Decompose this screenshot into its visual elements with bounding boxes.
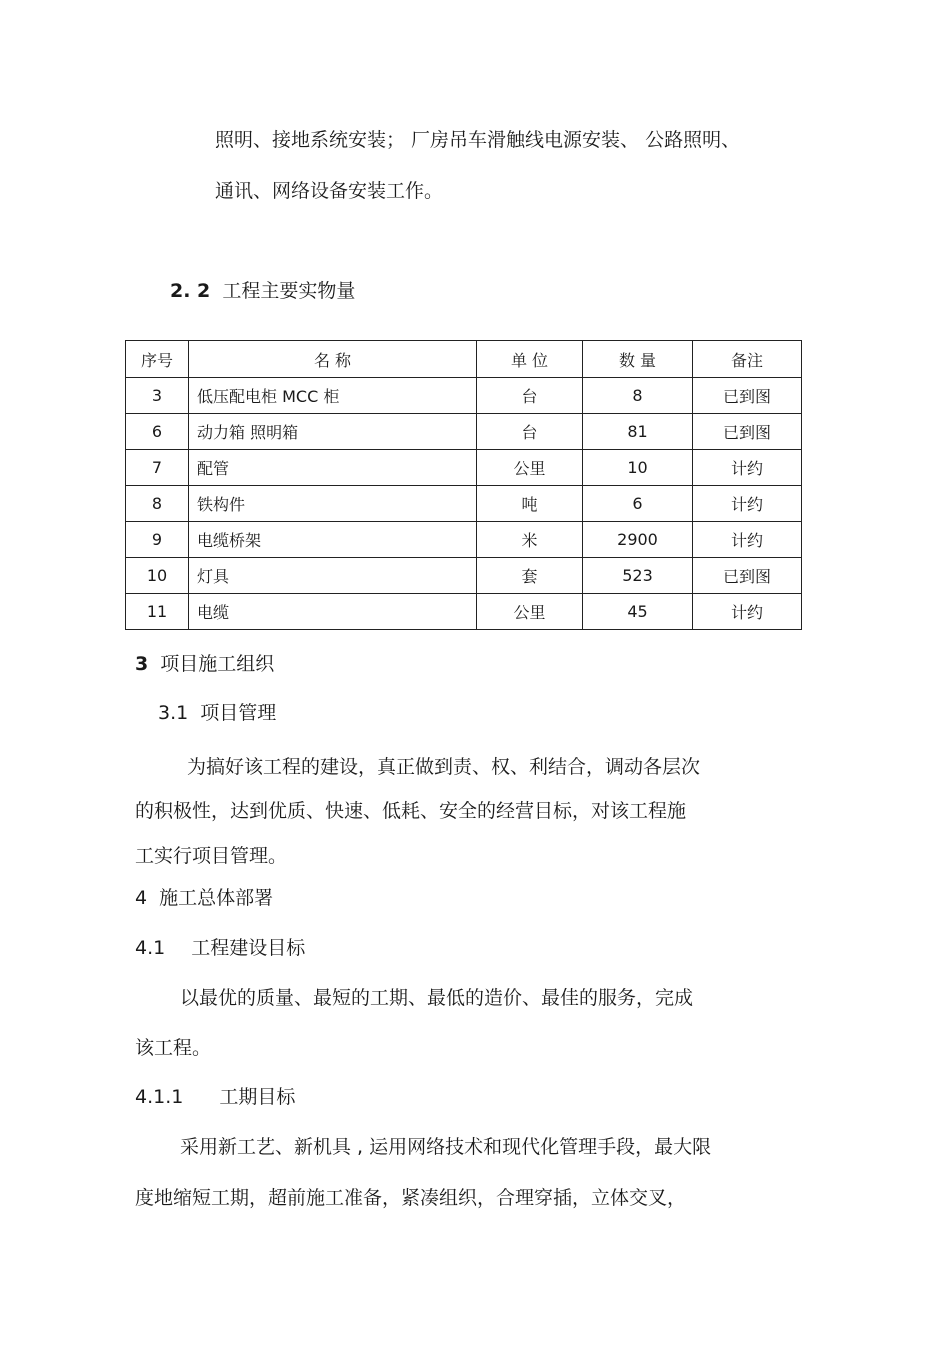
- intro-line-2: 通讯、网络设备安装工作。: [215, 180, 444, 202]
- cell-qty: 45: [583, 594, 693, 630]
- cell-unit: 吨: [477, 486, 583, 522]
- table-row: [126, 558, 802, 594]
- header-cell: 名 称: [189, 341, 477, 378]
- para-4-1-line-2: 该工程。: [135, 1037, 212, 1059]
- cell-name: 动力箱 照明箱: [189, 414, 477, 450]
- cell-qty: 523: [583, 558, 693, 594]
- table-row: [126, 450, 802, 486]
- cell-name: 低压配电柜 MCC 柜: [189, 378, 477, 414]
- cell-note: 计约: [693, 522, 802, 558]
- cell-note: 计约: [693, 594, 802, 630]
- table-row: [126, 594, 802, 630]
- table-header-row: [126, 341, 802, 378]
- cell-unit: 公里: [477, 594, 583, 630]
- section-number: 2. 2: [170, 280, 211, 302]
- cell-no: 7: [126, 450, 189, 486]
- section-title: 项目管理: [200, 702, 277, 724]
- section-3-1-heading: [158, 700, 276, 726]
- para-3-1-line-1: 为搞好该工程的建设，真正做到责、权、利结合，调动各层次: [187, 756, 701, 778]
- section-title: 工程建设目标: [191, 937, 306, 959]
- section-3-heading: [135, 651, 274, 677]
- cell-no: 10: [126, 558, 189, 594]
- cell-name: 灯具: [189, 558, 477, 594]
- table-row: [126, 414, 802, 450]
- cell-note: 已到图: [693, 414, 802, 450]
- cell-no: 3: [126, 378, 189, 414]
- section-title: 工程主要实物量: [222, 280, 356, 302]
- cell-note: 计约: [693, 450, 802, 486]
- quantity-table: [125, 340, 802, 630]
- cell-no: 9: [126, 522, 189, 558]
- header-cell: 数 量: [583, 341, 693, 378]
- section-number: 4.1: [135, 937, 166, 959]
- para-3-1-line-2: 的积极性，达到优质、快速、低耗、安全的经营目标，对该工程施: [135, 800, 687, 822]
- header-cell: 序号: [126, 341, 189, 378]
- cell-qty: 6: [583, 486, 693, 522]
- table-row: [126, 486, 802, 522]
- cell-no: 11: [126, 594, 189, 630]
- cell-no: 8: [126, 486, 189, 522]
- header-cell: 单 位: [477, 341, 583, 378]
- section-number: 4.1.1: [135, 1086, 184, 1108]
- cell-unit: 公里: [477, 450, 583, 486]
- section-title: 项目施工组织: [160, 653, 275, 675]
- section-4-1-heading: [135, 935, 305, 961]
- cell-name: 铁构件: [189, 486, 477, 522]
- para-3-1-line-3: 工实行项目管理。: [135, 845, 288, 867]
- section-4-1-1-heading: [135, 1084, 295, 1110]
- section-2-2-heading: [170, 278, 355, 304]
- section-title: 施工总体部署: [159, 887, 274, 909]
- cell-qty: 2900: [583, 522, 693, 558]
- para-4-1-1-line-2: 度地缩短工期，超前施工准备，紧凑组织，合理穿插，立体交叉，: [135, 1187, 687, 1209]
- para-4-1-line-1: 以最优的质量、最短的工期、最低的造价、最佳的服务，完成: [180, 987, 694, 1009]
- table-row: [126, 378, 802, 414]
- section-number: 3.1: [158, 702, 189, 724]
- section-number: 4: [135, 887, 148, 909]
- header-cell: 备注: [693, 341, 802, 378]
- cell-qty: 81: [583, 414, 693, 450]
- cell-note: 计约: [693, 486, 802, 522]
- cell-unit: 米: [477, 522, 583, 558]
- section-number: 3: [135, 653, 149, 675]
- section-title: 工期目标: [219, 1086, 296, 1108]
- para-4-1-1-line-1: 采用新工艺、新机具 , 运用网络技术和现代化管理手段，最大限: [180, 1136, 712, 1158]
- cell-name: 电缆: [189, 594, 477, 630]
- cell-unit: 台: [477, 378, 583, 414]
- cell-note: 已到图: [693, 378, 802, 414]
- cell-unit: 台: [477, 414, 583, 450]
- cell-note: 已到图: [693, 558, 802, 594]
- cell-name: 配管: [189, 450, 477, 486]
- cell-qty: 8: [583, 378, 693, 414]
- cell-unit: 套: [477, 558, 583, 594]
- table-row: [126, 522, 802, 558]
- cell-no: 6: [126, 414, 189, 450]
- section-4-heading: [135, 885, 273, 911]
- cell-qty: 10: [583, 450, 693, 486]
- cell-name: 电缆桥架: [189, 522, 477, 558]
- intro-line-1: 照明、接地系统安装； 厂房吊车滑触线电源安装、 公路照明、: [215, 129, 741, 151]
